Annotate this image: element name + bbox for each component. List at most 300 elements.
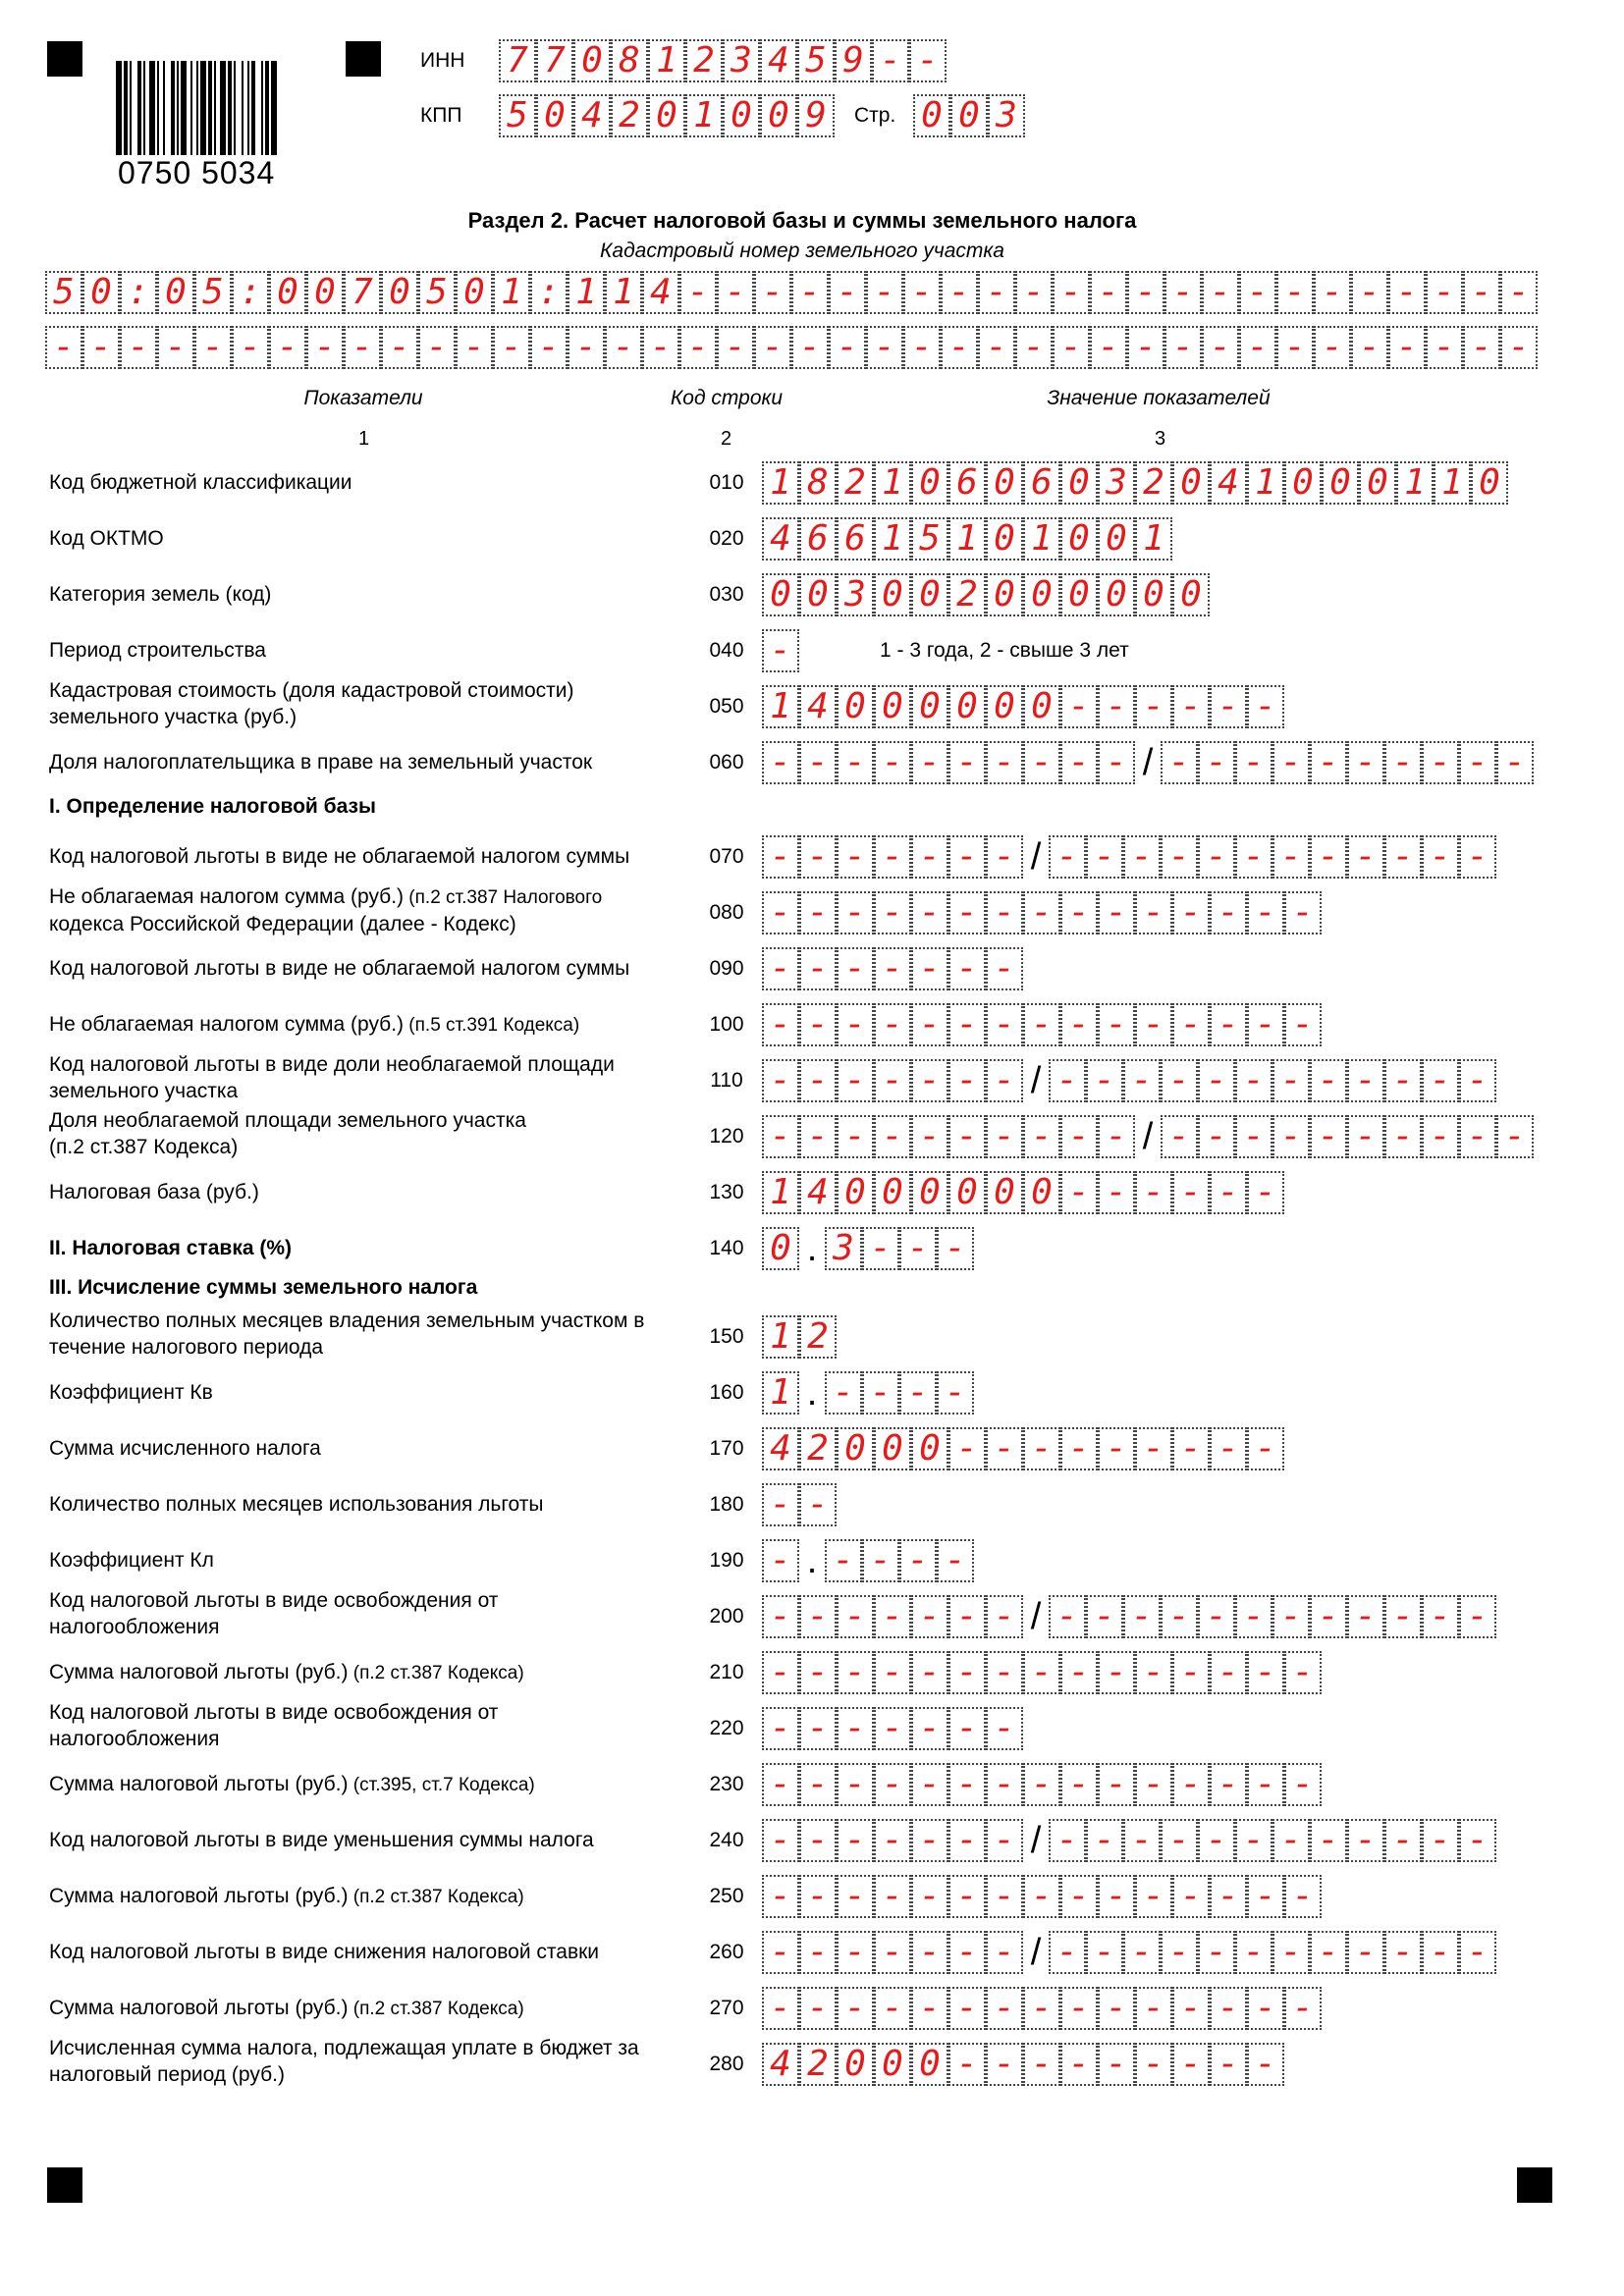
row-value-270[interactable] [762,1987,1322,2030]
cadastral-number-row2-cell: - [45,326,82,369]
row-label-text: Доля налогоплательщика в праве на земельный участок [49,751,593,774]
row-label-reference: (п.2 ст.387 Кодекса) [348,1999,524,2019]
barcode-bar [208,61,212,155]
row-label-text: Сумма налоговой льготы (руб.) [49,1661,349,1683]
row-value-100-cell: - [1210,1003,1247,1046]
row-value-210[interactable] [762,1651,1322,1694]
row-value-220-cell: - [948,1707,986,1750]
row-value-110-cell: - [762,1059,799,1102]
cadastral-number-row1-cell: 1 [568,271,605,314]
row-value-010-cell: 4 [1210,461,1247,505]
row-value-120-cell: - [986,1115,1023,1158]
row-label-text: Код налоговой льготы в виде освобождения от [49,1701,499,1724]
row-value-080-cell: - [874,891,911,934]
row-value-070-cell: - [1161,835,1198,879]
row-value-010-cell: 6 [1023,461,1060,505]
row-value-060-cell: - [1347,741,1384,784]
row-label-text: Налоговая база (руб.) [49,1181,259,1203]
row-value-130-cell: - [1135,1171,1172,1214]
row-value-260-cell: - [1123,1931,1161,1974]
row-label-020 [49,525,164,552]
row-value-200[interactable] [762,1595,1496,1638]
row-label-text: Код налоговой льготы в виде не облагаемой налогом суммы [49,957,630,980]
row-value-130-cell: - [1210,1171,1247,1214]
barcode-bar [214,61,216,155]
row-value-130-cell: - [1060,1171,1098,1214]
row-value-240-cell: - [1161,1819,1198,1862]
row-value-260[interactable] [762,1931,1496,1974]
row-value-060-cell: - [837,741,874,784]
cadastral-number-row1-cell: - [903,271,941,314]
row-value-180[interactable] [762,1483,837,1526]
row-value-080-cell: - [1023,891,1060,934]
row-value-170-cell: - [1135,1427,1172,1470]
page-number-field-cell: 0 [950,94,988,137]
row-value-120-cell: - [1098,1115,1135,1158]
row-label-reference: (ст.395, ст.7 Кодекса) [348,1775,535,1795]
row-value-280-cell: 4 [762,2043,799,2086]
row-value-100-cell: - [874,1003,911,1046]
row-value-050-cell: - [1098,685,1135,728]
row-value-110-cell: - [837,1059,874,1102]
row-value-110-cell: - [1086,1059,1123,1102]
row-value-240-cell: - [762,1819,799,1862]
row-value-210-cell: - [986,1651,1023,1694]
row-value-120[interactable] [762,1115,1534,1158]
row-value-200-cell: - [1422,1595,1459,1638]
row-value-020-cell: 6 [799,517,837,561]
cadastral-number-row1-cell: 5 [194,271,232,314]
row-value-130-cell: 0 [874,1171,911,1214]
row-value-150-cell: 1 [762,1315,799,1359]
barcode-bar [200,61,206,155]
row-value-020-cell: 5 [911,517,948,561]
cadastral-number-row2-cell: - [381,326,418,369]
row-code-060: 060 [709,751,744,774]
row-value-120-cell: - [762,1115,799,1158]
row-value-200-cell: - [911,1595,948,1638]
cadastral-number-row1-cell: - [866,271,903,314]
row-label-280 [49,2035,639,2088]
row-value-100-cell: - [1135,1003,1172,1046]
row-value-160-cell: - [899,1371,937,1415]
row-value-260-cell: - [1086,1931,1123,1974]
cadastral-number-row2-cell: - [306,326,344,369]
row-value-070-cell: - [1049,835,1086,879]
cadastral-number-row1-cell: : [232,271,269,314]
cadastral-number-row2-cell: - [1276,326,1314,369]
cadastral-number-row2-cell: - [866,326,903,369]
row-value-250[interactable] [762,1875,1322,1918]
row-value-220-cell: - [986,1707,1023,1750]
row-code-050: 050 [709,695,744,718]
row-value-270-cell: - [762,1987,799,2030]
row-value-230-cell: - [1210,1763,1247,1806]
row-value-110-cell: - [1310,1059,1347,1102]
row-value-270-cell: - [837,1987,874,2030]
row-value-030-cell: 0 [1172,573,1210,616]
row-value-060-cell: - [1496,741,1534,784]
row-value-180-cell: - [762,1483,799,1526]
row-value-270-cell: - [1023,1987,1060,2030]
row-value-030[interactable] [762,573,1210,616]
kpp-field-cell: 2 [611,94,648,137]
row-value-170-cell: - [948,1427,986,1470]
cadastral-number-row2-cell: - [1015,326,1053,369]
row-value-250-cell: - [1135,1875,1172,1918]
row-value-120-cell: - [1384,1115,1422,1158]
row-value-010-cell: 0 [1172,461,1210,505]
row-value-050-cell: 0 [1023,685,1060,728]
row-value-050[interactable] [762,685,1284,728]
barcode-number: 0750 5034 [118,155,276,190]
barcode-bar [265,61,269,155]
barcode-bar [137,61,141,155]
cadastral-number-row1-cell: : [530,271,568,314]
row-value-080-cell: - [837,891,874,934]
cadastral-number-row1-cell: - [1351,271,1388,314]
row-value-050-cell: - [1172,685,1210,728]
cadastral-number-row1[interactable] [45,271,1538,314]
row-value-070-cell: - [911,835,948,879]
row-value-160-cell: 1 [762,1371,799,1415]
cadastral-number-row1-cell: - [1090,271,1127,314]
cadastral-number-row1-cell: 0 [456,271,493,314]
row-value-060-cell: - [874,741,911,784]
row-value-230-cell: - [1284,1763,1322,1806]
row-value-130[interactable] [762,1171,1284,1214]
row-value-130-cell: - [1098,1171,1135,1214]
row-value-070-cell: - [1272,835,1310,879]
row-code-150: 150 [709,1325,744,1348]
row-value-080[interactable] [762,891,1322,934]
barcode-bar [163,61,165,155]
barcode-bar [116,61,122,155]
row-value-070-cell: - [874,835,911,879]
cadastral-number-row1-cell: - [1314,271,1351,314]
cadastral-number-row1-cell: - [679,271,717,314]
row-label-text: Исчисленная сумма налога, подлежащая уплате в бюджет за [49,2037,639,2059]
row-value-210-cell: - [874,1651,911,1694]
cadastral-number-row1-cell: - [754,271,791,314]
row-value-050-cell: 0 [911,685,948,728]
page-number-field[interactable] [913,94,1025,137]
kpp-label: КПП [420,104,462,127]
row-value-220[interactable] [762,1707,1023,1750]
row-value-050-cell: - [1135,685,1172,728]
row-value-200-cell: - [1161,1595,1198,1638]
row-value-100-cell: - [1060,1003,1098,1046]
row-value-110-cell: - [1347,1059,1384,1102]
row-value-080-cell: - [986,891,1023,934]
row-value-100-cell: - [948,1003,986,1046]
row-value-260-cell: - [1272,1931,1310,1974]
section-title: Раздел 2. Расчет налоговой базы и суммы земельного налога [467,208,1137,233]
row-code-260: 260 [709,1941,744,1963]
barcode-bar [177,61,179,155]
row-value-060-cell: - [1198,741,1235,784]
cadastral-number-row1-cell: - [1500,271,1538,314]
inn-field-cell: - [909,39,947,82]
row-value-280-cell: - [1247,2043,1284,2086]
row-value-100-cell: - [1247,1003,1284,1046]
cadastral-number-row1-cell: - [1426,271,1463,314]
row-value-210-cell: - [1135,1651,1172,1694]
row-label-050 [49,677,574,730]
cadastral-number-row2-cell: - [791,326,829,369]
row-value-020-cell: 1 [874,517,911,561]
row-value-230[interactable] [762,1763,1322,1806]
row-value-010-cell: 2 [837,461,874,505]
row-label-110 [49,1051,615,1104]
row-value-170-cell: - [1247,1427,1284,1470]
row-value-280-cell: - [1210,2043,1247,2086]
row-value-020[interactable] [762,517,1172,561]
row-label-text: Кадастровая стоимость (доля кадастровой стоимости) [49,679,574,702]
row-value-200-cell: - [799,1595,837,1638]
row-value-080-cell: - [1135,891,1172,934]
row-value-250-cell: - [1172,1875,1210,1918]
row-value-160-cell: - [937,1371,974,1415]
row-value-120-cell: - [1310,1115,1347,1158]
cadastral-number-row1-cell: 1 [493,271,530,314]
row-value-050-cell: - [1060,685,1098,728]
cadastral-number-row1-cell: - [1053,271,1090,314]
cadastral-number-row2-cell: - [456,326,493,369]
row-value-280-cell: - [1172,2043,1210,2086]
row-value-210-cell: - [948,1651,986,1694]
row-value-150[interactable] [762,1315,837,1359]
cadastral-number-row2-cell: - [568,326,605,369]
row-value-240[interactable] [762,1819,1496,1862]
column-header-values: Значение показателей [1047,387,1271,409]
row-value-260-cell: - [1198,1931,1235,1974]
row-value-170-cell: - [1098,1427,1135,1470]
row-value-130-cell: 0 [1023,1171,1060,1214]
row-value-110-cell: - [1384,1059,1422,1102]
row-value-140[interactable] [762,1227,974,1270]
inn-field-cell: 0 [573,39,611,82]
row-value-020-cell: 1 [1135,517,1172,561]
row-label-150 [49,1308,644,1361]
row-label-230 [49,1771,535,1798]
row-value-010-cell: 1 [1396,461,1434,505]
row-value-280[interactable] [762,2043,1284,2086]
cadastral-number-row1-cell: - [1388,271,1426,314]
cadastral-number-row2[interactable] [45,326,1538,369]
row-value-030-cell: 0 [874,573,911,616]
row-value-170-cell: - [986,1427,1023,1470]
row-value-230-cell: - [911,1763,948,1806]
row-value-250-cell: - [1247,1875,1284,1918]
corner-marker-top-left [47,41,82,77]
row-value-010-cell: 1 [1247,461,1284,505]
slash-separator: / [1030,1596,1042,1637]
row-value-120-cell: - [1422,1115,1459,1158]
row-value-050-cell: 4 [799,685,837,728]
cadastral-number-row1-cell: - [978,271,1015,314]
row-value-060-cell: - [948,741,986,784]
slash-separator: / [1030,1932,1042,1973]
row-value-270-cell: - [874,1987,911,2030]
row-value-070[interactable] [762,835,1496,879]
row-value-010-cell: 0 [1060,461,1098,505]
row-value-260-cell: - [1347,1931,1384,1974]
cadastral-number-row2-cell: - [754,326,791,369]
row-value-190-cell: - [762,1539,799,1582]
row-label-220 [49,1699,498,1752]
inn-field-cell: 2 [685,39,723,82]
row-label-100 [49,1011,579,1039]
row-value-240-cell: - [1235,1819,1272,1862]
decimal-point: . [806,1540,818,1581]
row-value-130-cell: - [1172,1171,1210,1214]
row-value-230-cell: - [874,1763,911,1806]
cadastral-number-row2-cell: - [1202,326,1239,369]
row-value-100[interactable] [762,1003,1322,1046]
cadastral-number-row2-cell: - [269,326,306,369]
row-value-110-cell: - [874,1059,911,1102]
cadastral-number-row2-cell: - [344,326,381,369]
cadastral-number-row1-cell: - [791,271,829,314]
row-label-text: Количество полных месяцев использования льготы [49,1493,544,1516]
row-value-230-cell: - [1172,1763,1210,1806]
row-value-030-cell: 0 [799,573,837,616]
row-value-170[interactable] [762,1427,1284,1470]
row-value-070-cell: - [1459,835,1496,879]
row-value-220-cell: - [911,1707,948,1750]
row-value-080-cell: - [799,891,837,934]
cadastral-number-row1-cell: 7 [344,271,381,314]
row-value-100-cell: - [1172,1003,1210,1046]
row-value-230-cell: - [1135,1763,1172,1806]
row-value-040[interactable] [762,629,799,672]
kpp-field[interactable] [499,94,835,137]
row-value-010-cell: 0 [1322,461,1359,505]
row-value-250-cell: - [1060,1875,1098,1918]
row-label-text: Код налоговой льготы в виде уменьшения суммы налога [49,1829,594,1851]
row-value-030-cell: 2 [948,573,986,616]
subheading-tax-calculation: III. Исчисление суммы земельного налога [49,1276,478,1299]
decimal-point: . [806,1228,818,1269]
cadastral-number-row1-cell: 0 [306,271,344,314]
row-value-280-cell: 2 [799,2043,837,2086]
corner-marker-bottom-left [47,2167,82,2203]
row-value-170-cell: - [1210,1427,1247,1470]
row-code-100: 100 [709,1013,744,1036]
row-label-reference: (п.2 ст.387 Кодекса) [348,1663,524,1683]
row-value-030-cell: 0 [1098,573,1135,616]
row-value-060[interactable] [762,741,1534,784]
row-label-010 [49,469,352,496]
row-value-070-cell: - [1086,835,1123,879]
row-value-270-cell: - [1247,1987,1284,2030]
row-value-090-cell: - [762,947,799,990]
row-value-260-cell: - [1235,1931,1272,1974]
row-value-110[interactable] [762,1059,1496,1102]
cadastral-number-row2-cell: - [903,326,941,369]
barcode-bar [247,61,249,155]
row-label-text-line2: кодекса Российской Федерации (далее - Кодекс) [49,913,516,935]
row-value-230-cell: - [837,1763,874,1806]
row-value-060-cell: - [1272,741,1310,784]
row-value-090-cell: - [986,947,1023,990]
row-value-120-cell: - [1496,1115,1534,1158]
row-code-180: 180 [709,1493,744,1516]
row-value-240-cell: - [1086,1819,1123,1862]
row-value-070-cell: - [762,835,799,879]
row-value-260-cell: - [948,1931,986,1974]
cadastral-number-row2-cell: - [679,326,717,369]
row-value-200-cell: - [1310,1595,1347,1638]
row-value-200-cell: - [948,1595,986,1638]
cadastral-number-row2-cell: - [1090,326,1127,369]
row-value-070-cell: - [1198,835,1235,879]
row-label-text-line2: налогообложения [49,1728,220,1750]
row-value-010-cell: 1 [1434,461,1471,505]
kpp-field-cell: 4 [573,94,611,137]
cadastral-number-row2-cell: - [120,326,157,369]
row-code-140: 140 [709,1237,744,1259]
cadastral-number-row2-cell: - [829,326,866,369]
cadastral-number-row2-cell: - [605,326,642,369]
row-value-050-cell: 0 [837,685,874,728]
row-value-010-cell: 0 [986,461,1023,505]
row-value-050-cell: - [1247,685,1284,728]
row-value-140-cell: - [899,1227,937,1270]
row-value-090[interactable] [762,947,1023,990]
row-label-text: Коэффициент Кл [49,1549,214,1572]
row-label-090 [49,955,629,982]
inn-field[interactable] [499,39,947,82]
row-value-040-cell: - [762,629,799,672]
row-value-240-cell: - [1049,1819,1086,1862]
page-number-field-cell: 0 [913,94,950,137]
row-code-270: 270 [709,1997,744,2019]
row-value-280-cell: 0 [911,2043,948,2086]
row-label-reference: (п.5 ст.391 Кодекса) [404,1015,580,1036]
row-label-060 [49,749,592,775]
row-value-060-cell: - [1459,741,1496,784]
cadastral-number-row2-cell: - [717,326,754,369]
row-value-140-cell: 3 [825,1227,862,1270]
row-value-120-cell: - [1459,1115,1496,1158]
barcode-bar [220,61,226,155]
cadastral-number-row1-cell: 5 [418,271,456,314]
row-value-120-cell: - [1060,1115,1098,1158]
row-value-010[interactable] [762,461,1508,505]
row-value-050-cell: 0 [874,685,911,728]
row-value-190[interactable] [762,1539,974,1582]
row-value-160[interactable] [762,1371,974,1415]
row-value-170-cell: - [1172,1427,1210,1470]
cadastral-number-row2-cell: - [1388,326,1426,369]
row-value-230-cell: - [948,1763,986,1806]
row-value-100-cell: - [762,1003,799,1046]
row-value-280-cell: 0 [874,2043,911,2086]
row-value-110-cell: - [1123,1059,1161,1102]
inn-field-cell: 9 [835,39,872,82]
row-value-230-cell: - [986,1763,1023,1806]
row-label-text-line2: земельного участка (руб.) [49,706,298,728]
row-value-280-cell: - [1023,2043,1060,2086]
inn-field-cell: 5 [797,39,835,82]
row-value-200-cell: - [1123,1595,1161,1638]
cadastral-number-row2-cell: - [418,326,456,369]
row-value-060-cell: - [1060,741,1098,784]
row-value-250-cell: - [874,1875,911,1918]
row-value-120-cell: - [1198,1115,1235,1158]
